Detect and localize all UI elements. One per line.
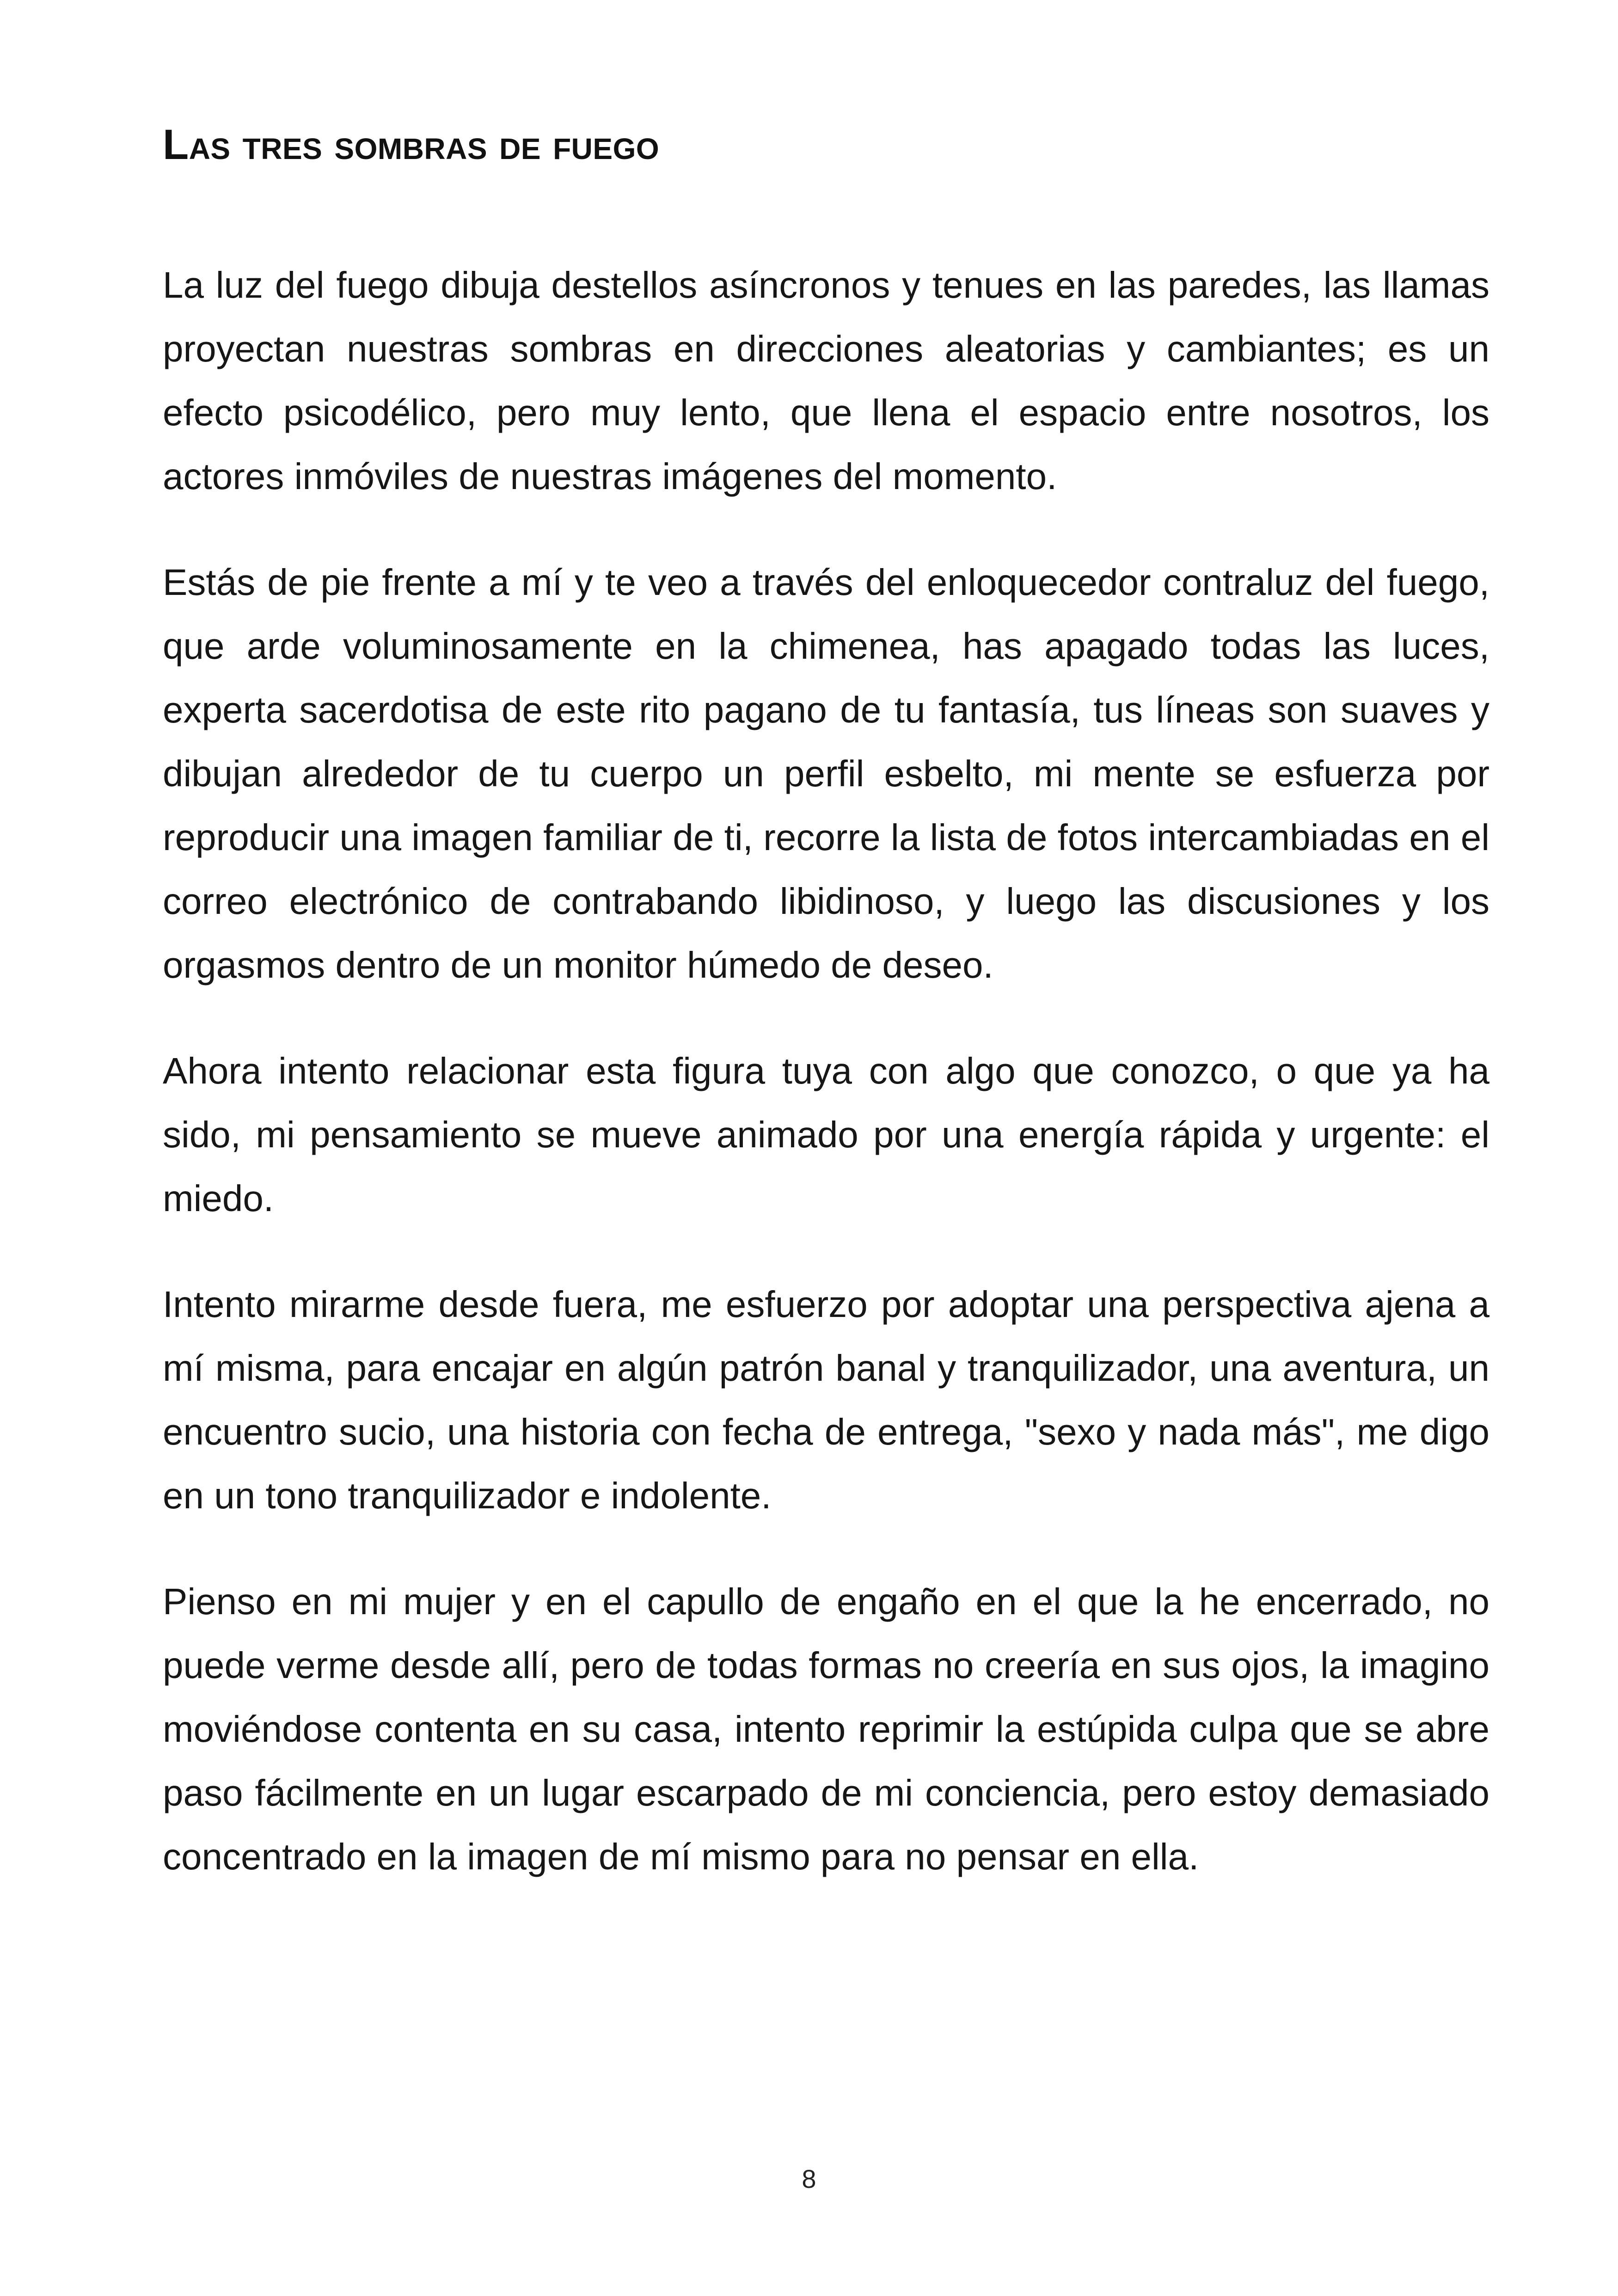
paragraph-2: Estás de pie frente a mí y te veo a través del enloquecedor contraluz del fuego, que arde voluminosamente en la chimenea, has apagado todas las luces, experta sacerdotisa de este rito pagano de tu fantasía, tus líneas son suaves y dibujan alrededor de tu cuerpo un perfil esbelto, mi mente se esfuerza por reproducir una imagen familiar de ti, recorre la lista de fotos intercambiadas en el correo electrónico de contrabando libidinoso, y luego las discusiones y los orgasmos dentro de un monitor húmedo de deseo. (163, 562, 1489, 986)
paragraph-4: Intento mirarme desde fuera, me esfuerzo por adoptar una perspectiva ajena a mí misma, para encajar en algún patrón banal y tranquilizador, una aventura, un encuentro sucio, una historia con fecha de entrega, "sexo y nada más", me digo en un tono tranquilizador e indolente. (163, 1284, 1489, 1516)
paragraph-3: Ahora intento relacionar esta figura tuya con algo que conozco, o que ya ha sido, mi pensamiento se mueve animado por una energía rápida y urgente: el miedo. (163, 1050, 1489, 1219)
paragraph-5: Pienso en mi mujer y en el capullo de engaño en el que la he encerrado, no puede verme desde allí, pero de todas formas no creería en sus ojos, la imagino moviéndose contenta en su casa, intento reprimir la estúpida culpa que se abre paso fácilmente en un lugar escarpado de mi conciencia, pero estoy demasiado concentrado en la imagen de mí mismo para no pensar en ella. (163, 1581, 1489, 1877)
paragraph-1: La luz del fuego dibuja destellos asíncronos y tenues en las paredes, las llamas proyectan nuestras sombras en direcciones aleatorias y cambiantes; es un efecto psicodélico, pero muy lento, que llena el espacio entre nosotros, los actores inmóviles de nuestras imágenes del momento. (163, 264, 1489, 497)
body-text (163, 253, 1489, 1931)
page-number: 8 (802, 2164, 816, 2193)
chapter-title: Las tres sombras de fuego (163, 121, 660, 168)
